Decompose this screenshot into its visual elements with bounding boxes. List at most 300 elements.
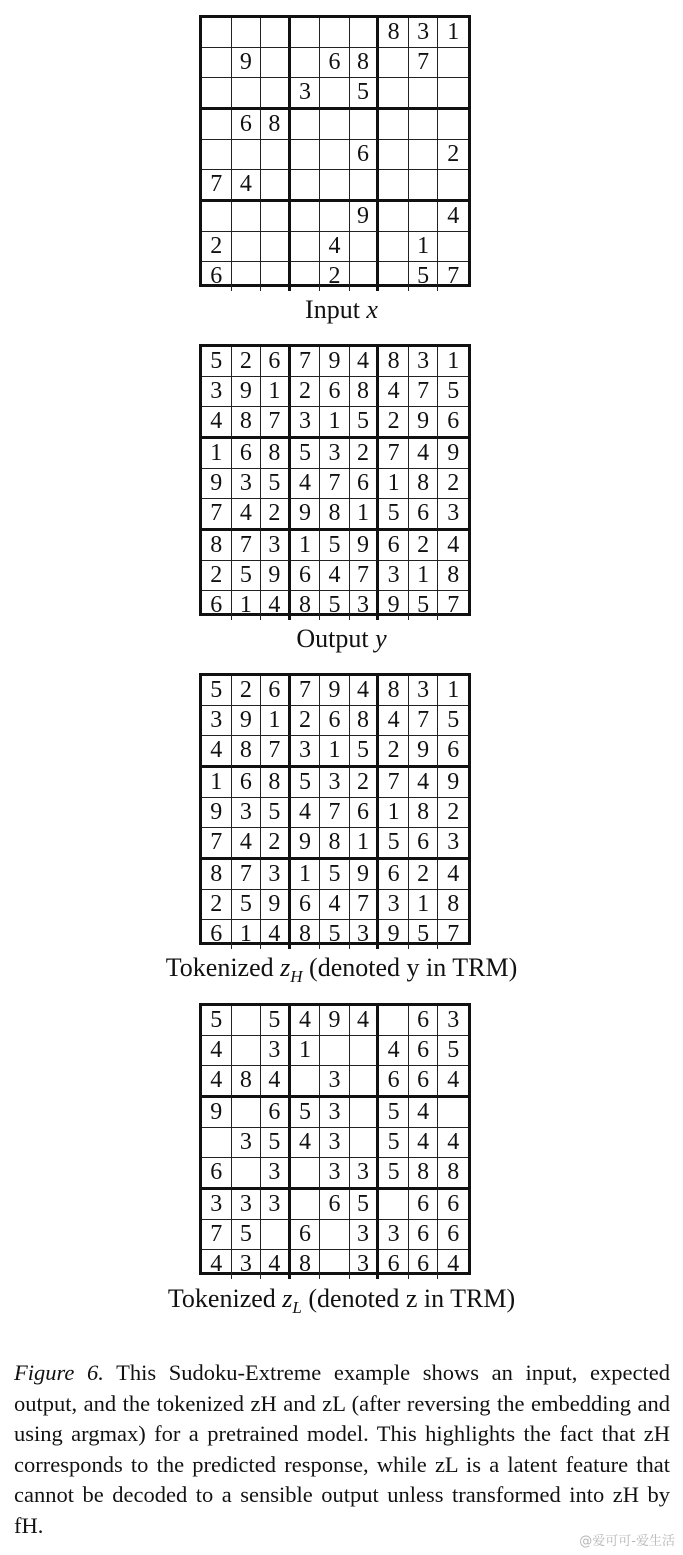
sudoku-cell: 3 bbox=[409, 18, 439, 48]
sudoku-cell bbox=[350, 18, 380, 48]
sudoku-cell: 6 bbox=[291, 1220, 321, 1250]
sudoku-cell: 2 bbox=[438, 140, 468, 170]
sudoku-cell: 3 bbox=[379, 561, 409, 591]
sudoku-cell: 2 bbox=[438, 798, 468, 828]
sudoku-cell: 1 bbox=[350, 499, 380, 531]
sudoku-cell: 3 bbox=[261, 1158, 291, 1190]
sudoku-cell: 6 bbox=[232, 439, 262, 469]
sudoku-cell: 9 bbox=[291, 828, 321, 860]
sudoku-cell: 9 bbox=[320, 1006, 350, 1036]
sudoku-cell: 6 bbox=[291, 561, 321, 591]
sudoku-cell: 4 bbox=[202, 407, 232, 439]
sudoku-cell bbox=[291, 202, 321, 232]
sudoku-cell: 8 bbox=[202, 860, 232, 890]
sudoku-cell: 5 bbox=[261, 798, 291, 828]
sudoku-cell: 6 bbox=[379, 860, 409, 890]
sudoku-cell bbox=[291, 1066, 321, 1098]
sudoku-cell: 2 bbox=[409, 860, 439, 890]
sudoku-cell bbox=[379, 78, 409, 110]
sudoku-cell bbox=[320, 1220, 350, 1250]
sudoku-cell bbox=[261, 202, 291, 232]
sudoku-cell: 9 bbox=[291, 499, 321, 531]
sudoku-cell: 2 bbox=[261, 499, 291, 531]
sudoku-cell bbox=[232, 1158, 262, 1190]
sudoku-cell bbox=[350, 110, 380, 140]
sudoku-cell: 7 bbox=[409, 377, 439, 407]
sudoku-cell: 8 bbox=[261, 768, 291, 798]
sudoku-cell: 6 bbox=[261, 676, 291, 706]
sudoku-cell bbox=[409, 202, 439, 232]
sudoku-cell: 7 bbox=[232, 531, 262, 561]
sudoku-cell: 4 bbox=[291, 1006, 321, 1036]
sudoku-cell bbox=[291, 1158, 321, 1190]
sudoku-cell: 7 bbox=[320, 469, 350, 499]
sudoku-cell: 9 bbox=[350, 860, 380, 890]
sudoku-cell: 7 bbox=[232, 860, 262, 890]
sudoku-cell: 7 bbox=[409, 706, 439, 736]
sudoku-cell: 7 bbox=[409, 48, 439, 78]
sudoku-cell bbox=[261, 232, 291, 262]
sudoku-cell: 4 bbox=[320, 561, 350, 591]
sudoku-cell: 8 bbox=[261, 439, 291, 469]
caption-output: Output y bbox=[296, 624, 387, 653]
sudoku-cell: 1 bbox=[320, 736, 350, 768]
sudoku-cell: 9 bbox=[379, 920, 409, 949]
sudoku-cell bbox=[291, 110, 321, 140]
sudoku-cell: 8 bbox=[379, 347, 409, 377]
sudoku-cell bbox=[232, 18, 262, 48]
sudoku-cell: 4 bbox=[232, 499, 262, 531]
sudoku-cell: 8 bbox=[261, 110, 291, 140]
caption-zl: Tokenized $z_L$ (denoted z in TRM) bbox=[167, 1284, 516, 1318]
sudoku-cell bbox=[409, 110, 439, 140]
caption-zh: Tokenized $z_H$ (denoted y in TRM) bbox=[165, 953, 518, 987]
figure-label: Figure 6. bbox=[14, 1360, 104, 1385]
sudoku-cell: 9 bbox=[202, 469, 232, 499]
sudoku-cell bbox=[232, 78, 262, 110]
sudoku-cell: 2 bbox=[409, 531, 439, 561]
sudoku-cell: 7 bbox=[447, 263, 460, 289]
sudoku-cell: 4 bbox=[291, 1128, 321, 1158]
sudoku-cell: 6 bbox=[232, 110, 262, 140]
sudoku-cell: 7 bbox=[202, 1220, 232, 1250]
sudoku-cell: 6 bbox=[409, 1006, 439, 1036]
sudoku-cell: 6 bbox=[409, 1220, 439, 1250]
sudoku-cell: 6 bbox=[202, 920, 232, 949]
sudoku-cell: 4 bbox=[232, 828, 262, 860]
sudoku-cell: 1 bbox=[232, 591, 262, 620]
sudoku-cell bbox=[379, 202, 409, 232]
sudoku-cell: 4 bbox=[350, 1006, 380, 1036]
sudoku-cell: 4 bbox=[202, 1066, 232, 1098]
sudoku-cell bbox=[320, 202, 350, 232]
sudoku-cell: 3 bbox=[261, 1036, 291, 1066]
sudoku-cell bbox=[438, 170, 468, 202]
sudoku-cell: 1 bbox=[438, 347, 468, 377]
sudoku-cell: 4 bbox=[320, 890, 350, 920]
figure-caption bbox=[14, 1358, 670, 1541]
sudoku-cell: 3 bbox=[320, 768, 350, 798]
sudoku-cell: 6 bbox=[409, 1066, 439, 1098]
sudoku-cell: 3 bbox=[350, 920, 380, 949]
sudoku-cell: 3 bbox=[350, 1158, 380, 1190]
sudoku-cell bbox=[232, 202, 262, 232]
sudoku-cell: 7 bbox=[447, 592, 460, 618]
sudoku-cell: 3 bbox=[232, 469, 262, 499]
sudoku-cell: 5 bbox=[202, 1006, 232, 1036]
sudoku-cell: 7 bbox=[350, 890, 380, 920]
sudoku-cell: 9 bbox=[320, 347, 350, 377]
sudoku-cell bbox=[291, 48, 321, 78]
sudoku-cell: 1 bbox=[438, 18, 468, 48]
sudoku-cell: 2 bbox=[202, 561, 232, 591]
sudoku-cell: 1 bbox=[202, 768, 232, 798]
sudoku-grid-zh bbox=[199, 673, 471, 945]
sudoku-cell: 3 bbox=[409, 676, 439, 706]
sudoku-cell: 2 bbox=[320, 262, 350, 291]
sudoku-cell: 3 bbox=[232, 798, 262, 828]
sudoku-cell: 8 bbox=[202, 531, 232, 561]
sudoku-cell: 5 bbox=[202, 347, 232, 377]
sudoku-cell: 8 bbox=[379, 18, 409, 48]
sudoku-cell: 4 bbox=[202, 1036, 232, 1066]
sudoku-cell: 5 bbox=[350, 1190, 380, 1220]
sudoku-cell bbox=[291, 140, 321, 170]
sudoku-cell bbox=[438, 78, 468, 110]
sudoku-cell: 7 bbox=[320, 798, 350, 828]
sudoku-cell: 4 bbox=[379, 377, 409, 407]
figure-caption-text: This Sudoku-Extreme example shows an input, expected output, and the tokenized zH and zL (after reversing the embedding and using argmax) for a pretrained model. This highlights the fact that zH corresponds to the predicted response, while zL is a latent feature that cannot be decoded to a sensible output unless transformed into zH by fH. bbox=[14, 1360, 670, 1538]
sudoku-cell: 5 bbox=[350, 78, 380, 110]
sudoku-cell: 8 bbox=[438, 561, 468, 591]
sudoku-cell bbox=[232, 1036, 262, 1066]
sudoku-cell bbox=[291, 18, 321, 48]
sudoku-cell: 5 bbox=[320, 531, 350, 561]
sudoku-cell bbox=[202, 110, 232, 140]
sudoku-cell: 6 bbox=[291, 890, 321, 920]
sudoku-cell bbox=[350, 1128, 380, 1158]
sudoku-grid-input bbox=[199, 15, 471, 287]
sudoku-cell: 8 bbox=[379, 676, 409, 706]
sudoku-cell: 6 bbox=[350, 140, 380, 170]
sudoku-cell: 5 bbox=[379, 499, 409, 531]
sudoku-cell bbox=[261, 262, 291, 291]
sudoku-cell bbox=[350, 1098, 380, 1128]
sudoku-cell: 8 bbox=[350, 48, 380, 78]
sudoku-cell: 4 bbox=[409, 1128, 439, 1158]
sudoku-cell: 2 bbox=[350, 768, 380, 798]
sudoku-cell: 6 bbox=[350, 798, 380, 828]
sudoku-cell bbox=[261, 48, 291, 78]
sudoku-cell: 2 bbox=[261, 828, 291, 860]
sudoku-cell: 5 bbox=[350, 407, 380, 439]
sudoku-cell: 9 bbox=[232, 48, 262, 78]
sudoku-cell: 4 bbox=[438, 202, 468, 232]
sudoku-cell bbox=[379, 140, 409, 170]
sudoku-cell: 5 bbox=[409, 262, 439, 291]
sudoku-cell: 3 bbox=[379, 890, 409, 920]
sudoku-cell: 9 bbox=[409, 736, 439, 768]
sudoku-cell bbox=[379, 1006, 409, 1036]
sudoku-cell bbox=[350, 1066, 380, 1098]
sudoku-cell: 5 bbox=[261, 1006, 291, 1036]
sudoku-cell: 5 bbox=[232, 1220, 262, 1250]
sudoku-cell: 9 bbox=[438, 439, 468, 469]
sudoku-cell: 7 bbox=[379, 768, 409, 798]
sudoku-cell: 1 bbox=[409, 232, 439, 262]
sudoku-cell: 4 bbox=[320, 232, 350, 262]
sudoku-cell bbox=[320, 110, 350, 140]
sudoku-cell: 3 bbox=[320, 1066, 350, 1098]
sudoku-cell: 4 bbox=[202, 736, 232, 768]
sudoku-cell: 3 bbox=[232, 1190, 262, 1220]
sudoku-cell: 8 bbox=[232, 1066, 262, 1098]
sudoku-cell: 4 bbox=[350, 676, 380, 706]
sudoku-cell: 1 bbox=[202, 439, 232, 469]
sudoku-cell bbox=[438, 110, 468, 140]
sudoku-cell: 2 bbox=[202, 890, 232, 920]
sudoku-cell: 6 bbox=[232, 768, 262, 798]
sudoku-cell: 5 bbox=[232, 890, 262, 920]
sudoku-cell bbox=[350, 232, 380, 262]
sudoku-cell: 5 bbox=[202, 676, 232, 706]
sudoku-cell: 6 bbox=[202, 262, 232, 291]
sudoku-cell: 4 bbox=[261, 591, 291, 620]
sudoku-cell: 9 bbox=[379, 591, 409, 620]
sudoku-cell: 5 bbox=[320, 591, 350, 620]
sudoku-cell: 9 bbox=[350, 531, 380, 561]
sudoku-cell: 2 bbox=[232, 676, 262, 706]
sudoku-cell: 1 bbox=[438, 676, 468, 706]
sudoku-cell: 3 bbox=[291, 78, 321, 110]
sudoku-cell: 5 bbox=[261, 1128, 291, 1158]
sudoku-cell: 8 bbox=[438, 890, 468, 920]
sudoku-cell: 3 bbox=[409, 347, 439, 377]
sudoku-cell: 3 bbox=[202, 1190, 232, 1220]
sudoku-cell: 4 bbox=[438, 1128, 468, 1158]
sudoku-cell: 7 bbox=[261, 736, 291, 768]
sudoku-cell: 7 bbox=[350, 561, 380, 591]
sudoku-cell: 4 bbox=[202, 1250, 232, 1279]
sudoku-cell bbox=[320, 78, 350, 110]
sudoku-cell: 6 bbox=[409, 828, 439, 860]
sudoku-cell: 3 bbox=[291, 736, 321, 768]
caption-input: Input x bbox=[305, 295, 378, 324]
sudoku-cell bbox=[261, 1220, 291, 1250]
sudoku-cell: 1 bbox=[379, 798, 409, 828]
sudoku-cell: 9 bbox=[409, 407, 439, 439]
sudoku-cell: 6 bbox=[320, 706, 350, 736]
sudoku-cell: 2 bbox=[232, 347, 262, 377]
sudoku-cell: 5 bbox=[438, 1036, 468, 1066]
sudoku-cell: 4 bbox=[438, 1066, 468, 1098]
sudoku-cell: 9 bbox=[232, 706, 262, 736]
sudoku-grid-output bbox=[199, 344, 471, 616]
sudoku-cell: 6 bbox=[261, 1098, 291, 1128]
sudoku-cell: 5 bbox=[379, 1158, 409, 1190]
sudoku-cell: 7 bbox=[202, 499, 232, 531]
sudoku-cell: 1 bbox=[291, 860, 321, 890]
sudoku-cell bbox=[261, 140, 291, 170]
sudoku-cell: 6 bbox=[320, 1190, 350, 1220]
sudoku-cell bbox=[350, 170, 380, 202]
sudoku-cell: 7 bbox=[202, 828, 232, 860]
sudoku-cell: 3 bbox=[202, 377, 232, 407]
sudoku-cell bbox=[320, 170, 350, 202]
sudoku-cell: 6 bbox=[320, 377, 350, 407]
sudoku-cell: 1 bbox=[291, 1036, 321, 1066]
sudoku-cell: 3 bbox=[438, 828, 468, 860]
sudoku-cell bbox=[232, 1006, 262, 1036]
sudoku-cell: 5 bbox=[320, 920, 350, 949]
sudoku-cell bbox=[320, 18, 350, 48]
sudoku-cell: 3 bbox=[261, 860, 291, 890]
sudoku-cell: 9 bbox=[261, 890, 291, 920]
sudoku-cell: 9 bbox=[202, 798, 232, 828]
sudoku-cell: 9 bbox=[232, 377, 262, 407]
sudoku-cell: 3 bbox=[261, 1190, 291, 1220]
sudoku-cell bbox=[350, 262, 380, 291]
sudoku-cell: 6 bbox=[438, 1190, 468, 1220]
sudoku-cell bbox=[232, 1098, 262, 1128]
sudoku-cell: 6 bbox=[350, 469, 380, 499]
sudoku-cell bbox=[320, 140, 350, 170]
sudoku-cell: 9 bbox=[350, 202, 380, 232]
sudoku-cell: 1 bbox=[232, 920, 262, 949]
sudoku-cell: 7 bbox=[447, 921, 460, 947]
sudoku-cell bbox=[379, 110, 409, 140]
sudoku-cell bbox=[438, 48, 468, 78]
sudoku-cell bbox=[202, 140, 232, 170]
sudoku-cell bbox=[202, 202, 232, 232]
sudoku-cell bbox=[320, 1250, 350, 1279]
sudoku-cell bbox=[438, 232, 468, 262]
sudoku-cell: 5 bbox=[379, 828, 409, 860]
sudoku-cell: 1 bbox=[261, 706, 291, 736]
sudoku-cell: 6 bbox=[202, 591, 232, 620]
sudoku-cell: 8 bbox=[409, 469, 439, 499]
sudoku-cell: 8 bbox=[409, 798, 439, 828]
sudoku-cell: 8 bbox=[320, 828, 350, 860]
sudoku-cell: 3 bbox=[350, 1250, 380, 1279]
sudoku-cell: 4 bbox=[291, 469, 321, 499]
sudoku-cell: 3 bbox=[320, 1158, 350, 1190]
sudoku-cell: 4 bbox=[438, 860, 468, 890]
sudoku-cell bbox=[409, 140, 439, 170]
sudoku-cell: 5 bbox=[232, 561, 262, 591]
sudoku-cell: 6 bbox=[409, 1036, 439, 1066]
sudoku-cell: 6 bbox=[438, 736, 468, 768]
sudoku-cell: 5 bbox=[291, 768, 321, 798]
sudoku-cell: 4 bbox=[261, 920, 291, 949]
sudoku-cell: 4 bbox=[232, 170, 262, 202]
sudoku-cell bbox=[232, 262, 262, 291]
sudoku-cell: 3 bbox=[291, 407, 321, 439]
sudoku-cell: 4 bbox=[409, 439, 439, 469]
sudoku-cell bbox=[202, 18, 232, 48]
sudoku-cell: 4 bbox=[379, 706, 409, 736]
sudoku-cell bbox=[409, 78, 439, 110]
sudoku-cell bbox=[261, 170, 291, 202]
sudoku-cell bbox=[379, 262, 409, 291]
sudoku-cell: 1 bbox=[379, 469, 409, 499]
sudoku-cell: 2 bbox=[438, 469, 468, 499]
sudoku-cell: 5 bbox=[291, 1098, 321, 1128]
sudoku-cell: 4 bbox=[261, 1066, 291, 1098]
sudoku-cell: 8 bbox=[291, 1250, 321, 1279]
sudoku-cell bbox=[438, 1098, 468, 1128]
sudoku-cell: 7 bbox=[261, 407, 291, 439]
sudoku-cell: 8 bbox=[232, 407, 262, 439]
sudoku-cell: 4 bbox=[291, 798, 321, 828]
sudoku-cell: 7 bbox=[291, 676, 321, 706]
sudoku-cell: 9 bbox=[261, 561, 291, 591]
sudoku-cell: 6 bbox=[409, 1250, 439, 1279]
sudoku-cell: 1 bbox=[261, 377, 291, 407]
sudoku-cell: 9 bbox=[320, 676, 350, 706]
sudoku-cell: 5 bbox=[379, 1098, 409, 1128]
sudoku-cell: 4 bbox=[379, 1036, 409, 1066]
sudoku-cell: 4 bbox=[438, 531, 468, 561]
sudoku-cell: 6 bbox=[409, 1190, 439, 1220]
sudoku-cell: 2 bbox=[350, 439, 380, 469]
sudoku-cell bbox=[379, 170, 409, 202]
sudoku-cell: 8 bbox=[320, 499, 350, 531]
sudoku-cell: 3 bbox=[320, 1128, 350, 1158]
sudoku-cell: 6 bbox=[379, 1066, 409, 1098]
sudoku-cell bbox=[379, 48, 409, 78]
sudoku-cell bbox=[202, 48, 232, 78]
sudoku-cell: 7 bbox=[202, 170, 232, 202]
sudoku-cell: 1 bbox=[291, 531, 321, 561]
sudoku-cell: 6 bbox=[438, 407, 468, 439]
sudoku-cell bbox=[291, 1190, 321, 1220]
sudoku-cell: 6 bbox=[202, 1158, 232, 1190]
sudoku-cell: 7 bbox=[291, 347, 321, 377]
sudoku-cell: 6 bbox=[379, 1250, 409, 1279]
sudoku-cell bbox=[232, 140, 262, 170]
sudoku-cell: 3 bbox=[232, 1128, 262, 1158]
sudoku-cell: 9 bbox=[438, 768, 468, 798]
sudoku-cell: 5 bbox=[350, 736, 380, 768]
sudoku-cell: 1 bbox=[320, 407, 350, 439]
sudoku-cell: 5 bbox=[409, 591, 439, 620]
sudoku-cell: 1 bbox=[409, 561, 439, 591]
sudoku-cell: 4 bbox=[261, 1250, 291, 1279]
sudoku-cell bbox=[291, 232, 321, 262]
sudoku-cell: 3 bbox=[350, 591, 380, 620]
sudoku-cell: 5 bbox=[438, 377, 468, 407]
sudoku-cell: 8 bbox=[291, 591, 321, 620]
sudoku-cell: 5 bbox=[291, 439, 321, 469]
sudoku-cell: 8 bbox=[438, 1158, 468, 1190]
sudoku-cell: 5 bbox=[409, 920, 439, 949]
sudoku-cell bbox=[350, 1036, 380, 1066]
sudoku-cell: 5 bbox=[320, 860, 350, 890]
sudoku-cell: 5 bbox=[379, 1128, 409, 1158]
sudoku-cell: 5 bbox=[261, 469, 291, 499]
sudoku-cell: 2 bbox=[379, 407, 409, 439]
sudoku-cell bbox=[379, 232, 409, 262]
sudoku-grid-zl bbox=[199, 1003, 471, 1275]
sudoku-cell: 4 bbox=[409, 1098, 439, 1128]
sudoku-cell: 3 bbox=[261, 531, 291, 561]
sudoku-cell: 3 bbox=[438, 1006, 468, 1036]
sudoku-cell: 8 bbox=[232, 736, 262, 768]
sudoku-cell: 8 bbox=[291, 920, 321, 949]
sudoku-cell bbox=[202, 1128, 232, 1158]
sudoku-cell bbox=[202, 78, 232, 110]
